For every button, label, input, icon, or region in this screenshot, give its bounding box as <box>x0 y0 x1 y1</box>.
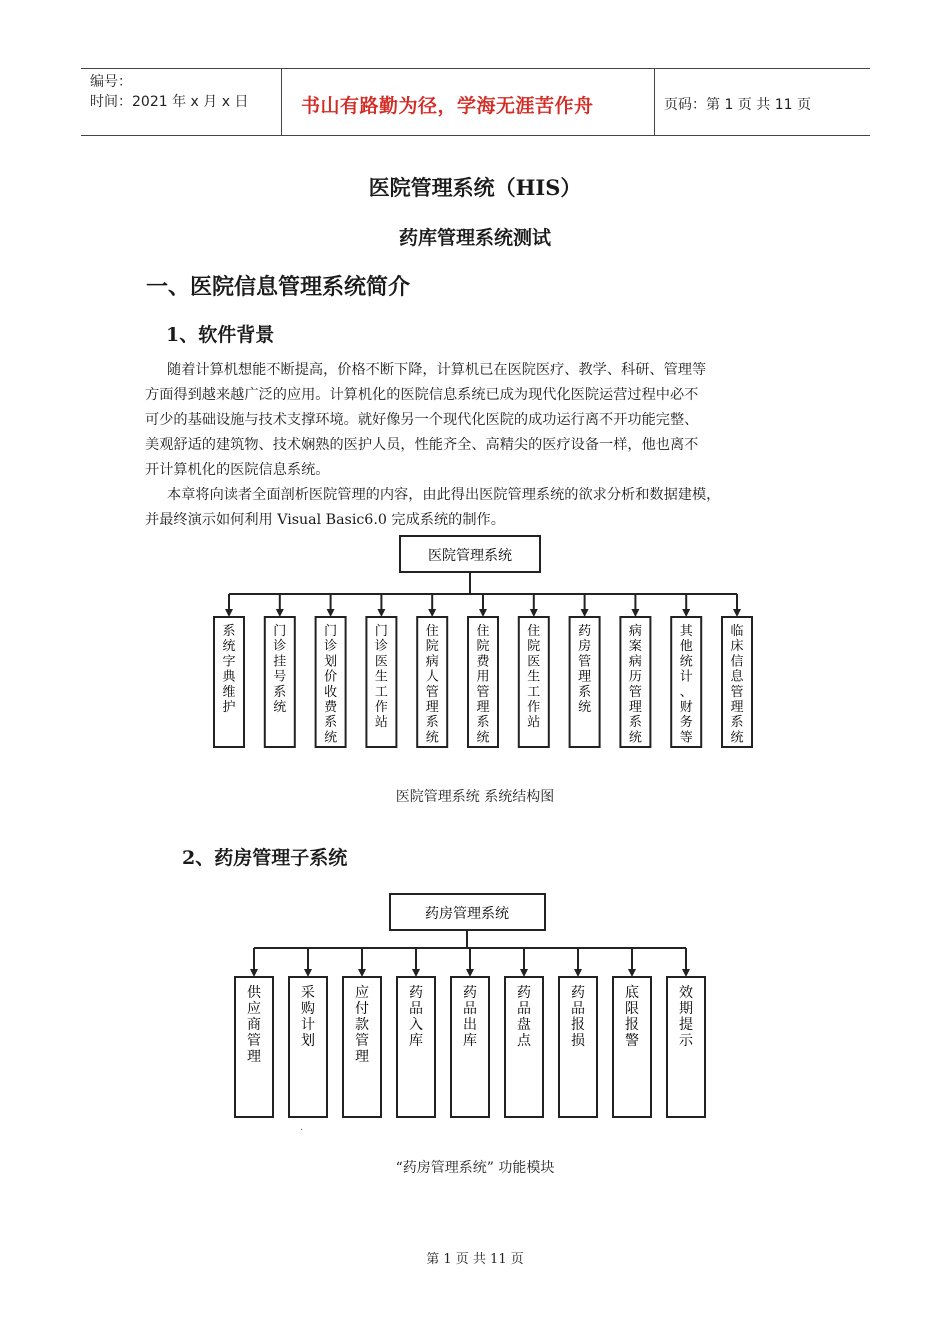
diagram-module-label: 药品盘点 <box>517 985 531 1049</box>
diagram1-caption: 医院管理系统 系统结构图 <box>395 789 555 805</box>
diagram-module-label: 药房管理系统 <box>578 624 592 715</box>
diagram-module-label: 其他统计、财务等 <box>679 624 693 746</box>
diagram-module-label: 住院病人管理系统 <box>425 624 439 746</box>
header-divider-2 <box>654 68 655 135</box>
section-heading: 一、医院信息管理系统简介 <box>146 274 411 300</box>
header-motto: 书山有路勤为径，学海无涯苦作舟 <box>301 95 594 117</box>
page-footer: 第 1 页 共 11 页 <box>426 1252 524 1267</box>
diagram-module-label: 住院费用管理系统 <box>476 624 490 746</box>
header-bottom-rule <box>81 135 870 136</box>
diagram-module-label: 临床信息管理系统 <box>730 624 744 746</box>
his-structure-diagram <box>205 532 765 757</box>
diagram-module-label: 药品报损 <box>571 985 585 1049</box>
diagram-module-label: 底限报警 <box>625 985 639 1049</box>
diagram-module-label: 门诊划价收费系统 <box>324 624 338 746</box>
diagram-module-label: 门诊挂号系统 <box>273 624 287 715</box>
diagram-module-label: 病案病历管理系统 <box>628 624 642 746</box>
diagram2-root-label: 药房管理系统 <box>425 906 509 922</box>
diagram-module-label: 采购计划 <box>301 985 315 1049</box>
diagram-module-label: 门诊医生工作站 <box>374 624 388 731</box>
document-subtitle: 药库管理系统测试 <box>398 227 551 249</box>
document-title: 医院管理系统（HIS） <box>368 175 582 200</box>
paragraph-line: 开计算机化的医院信息系统。 <box>145 462 330 478</box>
svg-text:.: . <box>300 1122 304 1133</box>
diagram-module-label: 药品入库 <box>409 985 423 1049</box>
paragraph-line: 可少的基础设施与技术支撑环境。就好像另一个现代化医院的成功运行离不开功能完整、 <box>145 412 699 428</box>
header-number-label: 编号： <box>90 74 132 90</box>
diagram-module-label: 住院医生工作站 <box>527 624 541 731</box>
paragraph-line: 本章将向读者全面剖析医院管理的内容，由此得出医院管理系统的欲求分析和数据建模， <box>167 487 721 503</box>
diagram2-caption: “药房管理系统” 功能模块 <box>395 1160 555 1176</box>
pharmacy-module-diagram <box>222 890 722 1135</box>
diagram1-root-label: 医院管理系统 <box>428 548 512 564</box>
paragraph-background <box>145 358 825 533</box>
diagram-module-label: 药品出库 <box>463 985 477 1049</box>
subsection-heading-pharmacy: 2、药房管理子系统 <box>182 847 348 869</box>
header-divider-1 <box>281 68 282 135</box>
header-time-label: 时间：2021 年 x 月 x 日 <box>90 94 249 110</box>
diagram-module-label: 效期提示 <box>679 985 693 1049</box>
diagram-module-label: 供应商管理 <box>247 985 261 1065</box>
diagram-module-label: 应付款管理 <box>355 985 369 1065</box>
paragraph-line: 方面得到越来越广泛的应用。计算机化的医院信息系统已成为现代化医院运营过程中必不 <box>145 387 699 403</box>
paragraph-line: 随着计算机想能不断提高，价格不断下降，计算机已在医院医疗、教学、科研、管理等 <box>167 362 707 378</box>
paragraph-line: 美观舒适的建筑物、技术娴熟的医护人员，性能齐全、高精尖的医疗设备一样，他也离不 <box>145 437 699 453</box>
header-top-rule <box>81 68 870 69</box>
diagram-module-label: 系统字典维护 <box>222 624 236 715</box>
header-page-info: 页码：第 1 页 共 11 页 <box>664 97 811 113</box>
subsection-heading-background: 1、软件背景 <box>166 324 275 346</box>
paragraph-line: 并最终演示如何利用 Visual Basic6.0 完成系统的制作。 <box>145 512 505 528</box>
